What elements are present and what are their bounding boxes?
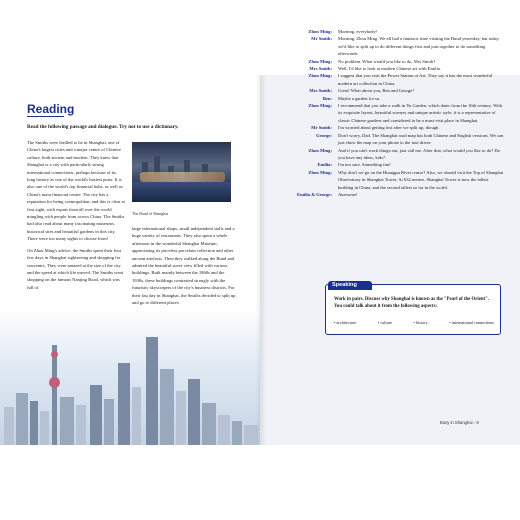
speaker: Zhou Ming: [308, 29, 332, 34]
dialogue-line [272, 191, 504, 198]
photo-lights [140, 172, 225, 182]
speaking-topics [334, 320, 494, 325]
speaker: Emilia & George: [297, 191, 332, 197]
speech: Morning, Zhou Ming. We all had a fantastic time visiting the Bund yesterday, but today we'd like to split up to do different things first and join together to do something afterwards. [338, 36, 499, 57]
speech: No problem. What would you like to do, Mrs Smith? [338, 58, 436, 64]
dialogue-line [272, 72, 504, 87]
shanghai-tower [146, 337, 158, 445]
speaker: George: [316, 132, 332, 138]
dialogue-line [272, 169, 504, 191]
speech: Great! What about you, Ben and George? [338, 88, 415, 94]
building [188, 379, 200, 445]
title-underline [27, 116, 64, 117]
speaker: Mr Smith: [311, 36, 332, 42]
left-page [0, 75, 260, 445]
photo-river [132, 182, 231, 202]
speech: Maybe a garden for us. [338, 95, 381, 101]
speech: Well, I'd like to look at modern Chinese art with Emilia. [338, 66, 442, 72]
speaking-prompt: Work in pairs. Discuss why Shanghai is known as the "Pearl of the Orient". You could talk about it from the following aspects: [334, 297, 489, 309]
bund-photo [132, 142, 231, 202]
passage-column-2 [132, 225, 236, 310]
dialogue-line [272, 87, 504, 94]
speech: Morning, everybody! [338, 29, 378, 34]
building [60, 397, 74, 445]
speaker: Mrs Smith: [309, 66, 332, 72]
reading-instruction: Read the following passage and dialogue. Try not to use a dictionary. [27, 124, 179, 130]
photo-caption: The Bund of Shanghai [132, 211, 169, 216]
building [218, 415, 230, 445]
oriental-pearl-tower [52, 345, 57, 445]
dialogue-line [272, 124, 504, 131]
building [176, 391, 186, 445]
speaker: Zhou Ming: [308, 169, 332, 175]
footer-separator-icon: ◦ [473, 420, 477, 425]
speaker: Ben: [322, 95, 332, 101]
speech: And if you can't work things out, just call me. After that, what would you like to do? Do you have any ideas, kids? [338, 147, 500, 160]
speaker: Mr Smith: [311, 125, 332, 131]
building [132, 387, 141, 445]
page-number: 9 [476, 420, 479, 425]
shanghai-skyline-illustration [0, 307, 260, 445]
topic-item: • international connections [449, 320, 494, 325]
speech: I'm worried about getting lost after we split up, though. [338, 125, 440, 131]
dialogue [272, 28, 504, 198]
speech: Awesome! [338, 191, 358, 197]
speech: I suggest that you visit the Power Station of Art. They say it has the most wonderful modern art collection in China. [338, 73, 493, 86]
building [76, 405, 86, 445]
dialogue-line [272, 35, 504, 57]
passage-column-1 [27, 139, 125, 295]
topic-item: • culture [378, 320, 392, 325]
passage-paragraph: On Zhou Ming's advice, the Smiths spent their first few days in Shanghai sightseeing and shopping for souvenirs. They were amazed at the size of the city and the speed at which life moved. The Smiths went shopping on the famous Nanjing Road, which was full of [27, 247, 124, 290]
building [90, 385, 102, 445]
building [202, 403, 216, 445]
building [118, 363, 130, 445]
pearl-sphere [51, 351, 58, 358]
building [104, 399, 114, 445]
speaker: Zhou Ming: [308, 73, 332, 79]
book-gutter [256, 75, 266, 445]
dialogue-line [272, 132, 504, 147]
speaking-tab: Speaking [328, 281, 372, 290]
dialogue-line [272, 95, 504, 102]
speech: Don't worry, Dad. The Shanghai road map has both Chinese and English versions. We can just show the map on your phone to the taxi driver. [338, 132, 504, 146]
dialogue-line [272, 161, 504, 168]
dialogue-line [272, 58, 504, 65]
dialogue-line [272, 147, 504, 162]
pearl-sphere [49, 377, 60, 388]
speech: I'm not sure. Something fun! [338, 162, 391, 168]
building [232, 421, 242, 445]
section-title: Reading [27, 102, 75, 116]
topic-item: • architecture [334, 320, 356, 325]
page-footer [440, 420, 479, 425]
speech: I recommend that you take a walk in Yu Garden, which dates from the 16th century. With its exquisite layout, beautiful scenery and unique artistic style, it is a representative of classic Chinese gardens and considered to be a must-visit place in Shanghai. [338, 103, 503, 123]
topic-item: • history [414, 320, 428, 325]
speaker: Mrs Smith: [309, 88, 332, 94]
speech: Why don't we go on the Huangpu River cruise? Also, we should visit the Top of Shanghai Observatory in Shanghai Tower. At 632 metres, Shanghai Tower is now the tallest building in China, and the second tallest so far in the world. [338, 169, 504, 190]
speaker: Zhou Ming: [308, 147, 332, 153]
speaker: Zhou Ming: [308, 58, 332, 64]
chapter-title: Busy in Shanghai [440, 420, 473, 425]
building [30, 401, 38, 445]
speaker: Emilia: [317, 162, 332, 168]
dialogue-line [272, 65, 504, 72]
building [4, 407, 14, 445]
dialogue-line [272, 28, 504, 35]
dialogue-line [272, 102, 504, 124]
speaker: Zhou Ming: [308, 103, 332, 109]
building [160, 369, 174, 445]
building [40, 411, 49, 445]
building [16, 393, 28, 445]
passage-paragraph: The Smiths were thrilled to be in Shanghai, one of China's largest cities and a major centre of Chinese culture, both ancient and modern. They knew that Shanghai is a city with particularly strong international connections, perhaps because of its long history as one of the world's busiest ports. It is also one of the world's top financial hubs, as well as China's main financial centre. The city has a reputation for being cosmopolitan, and this is clear at first sight, with expats from all over the world mingling with people from across China. The Smiths had also read about many fascinating museums, historical sites and beautiful gardens in this city. There were too many sights to choose from! [27, 140, 125, 242]
passage-paragraph: large international shops, small independent stalls and a huge variety of restaurants. They also spent a whole afternoon in the wonderful Shanghai Museum, appreciating its priceless porcelain collection and other ancient artefacts. Then they walked along the Bund and admired the beautiful street view filled with various buildings. Built mainly between the 1860s and the 1930s, these buildings contrasted strongly with the futuristic skyscrapers of the city's business districts. For their last day in Shanghai, the Smiths decided to split up and go to different places. [132, 226, 236, 306]
